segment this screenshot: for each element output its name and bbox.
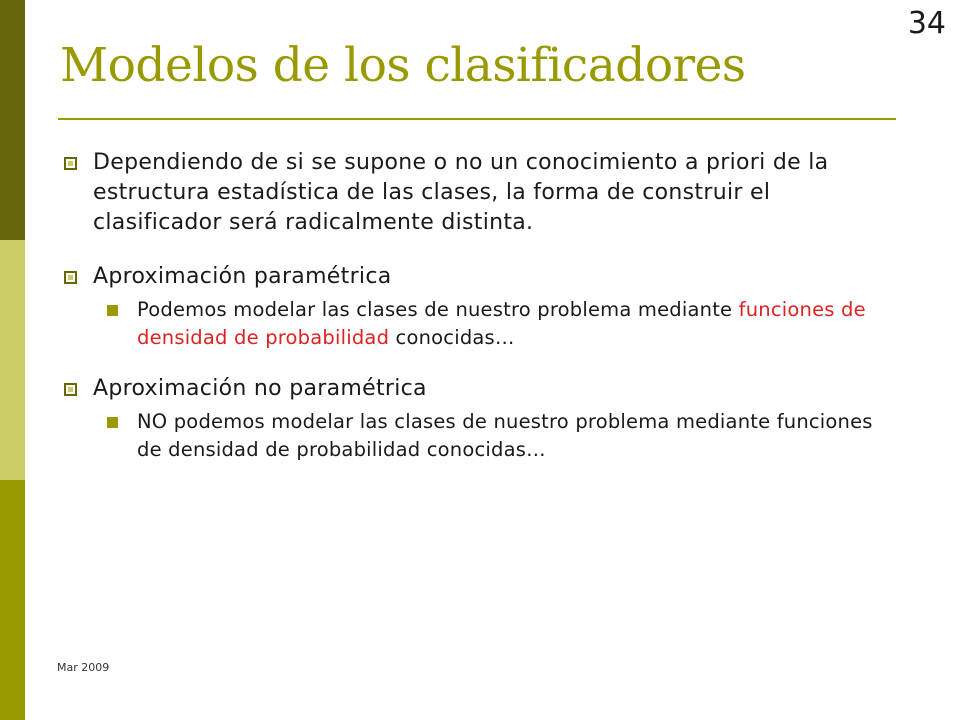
bullet-item (60, 262, 890, 292)
sidebar-segment-light (0, 240, 25, 480)
sub-bullet-text: Podemos modelar las clases de nuestro problema mediante (137, 298, 739, 321)
bullet-text: Aproximación paramétrica (93, 264, 392, 289)
hollow-square-bullet-icon (64, 157, 77, 170)
sidebar-color-bar (0, 0, 25, 720)
bullet-text: Aproximación no paramétrica (93, 376, 427, 401)
sub-bullet-item (60, 408, 890, 464)
bullet-item (60, 374, 890, 404)
slide-content (60, 148, 890, 464)
hollow-square-bullet-icon (64, 383, 77, 396)
sub-bullet-text-end: conocidas… (389, 326, 515, 349)
slide-title: Modelos de los clasificadores (60, 38, 746, 93)
filled-square-bullet-icon (107, 305, 118, 316)
sub-bullet-item (60, 296, 890, 352)
title-underline (58, 118, 896, 120)
footer-date: Mar 2009 (57, 661, 110, 674)
bullet-text: Dependiendo de si se supone o no un conocimiento a priori de la estructura estadística de las clases, la forma de construir el clasificador será radicalmente distinta. (93, 150, 829, 235)
sidebar-segment-mid (0, 480, 25, 720)
hollow-square-bullet-icon (64, 271, 77, 284)
slide-number: 34 (907, 6, 946, 41)
filled-square-bullet-icon (107, 417, 118, 428)
bullet-item (60, 148, 890, 238)
sub-bullet-text: NO podemos modelar las clases de nuestro problema mediante funciones de densidad de probabilidad conocidas… (137, 410, 873, 461)
sidebar-segment-dark (0, 0, 25, 240)
highlighted-text: funciones de densidad de probabilidad (137, 298, 866, 349)
